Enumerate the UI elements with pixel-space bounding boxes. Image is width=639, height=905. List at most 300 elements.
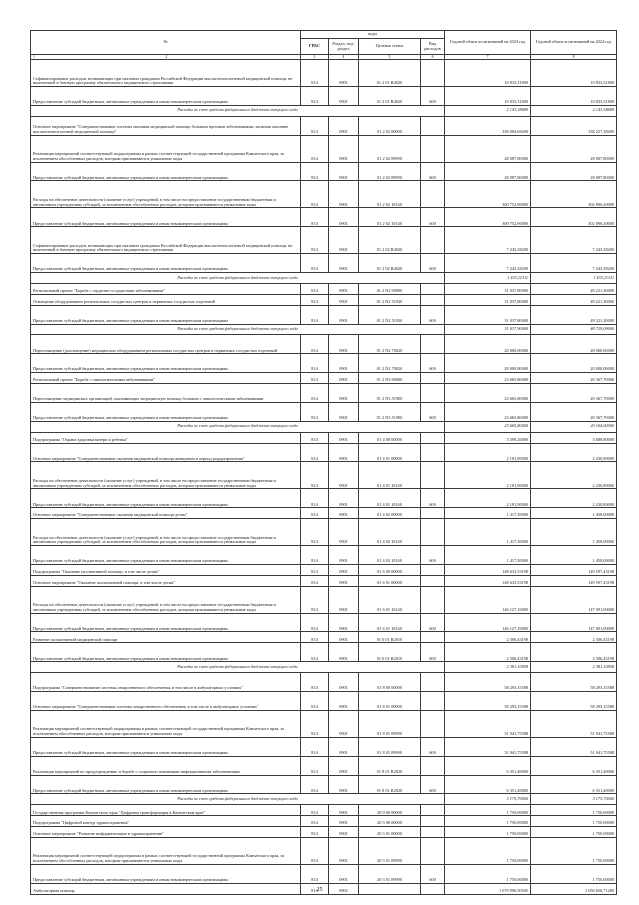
- expense-type-code: [421, 691, 445, 710]
- table-note-row: [31, 421, 617, 432]
- grbs-code: 814: [301, 384, 329, 403]
- expense-type-code: [421, 827, 445, 838]
- expense-type-code: [421, 373, 445, 384]
- table-body: [31, 55, 617, 895]
- amount-2023: 2 506,43198: [445, 632, 531, 643]
- amount-2024: 51 941,75588: [531, 710, 617, 737]
- expense-name: Основное мероприятие "Совершенствование системы оказания медицинской помощи больным прочими заболеваниями, включая оказание высокотехнологичной медицинской помощи": [31, 116, 301, 135]
- expense-name: Региональный проект "Борьба с сердечно-сосудистыми заболеваниями": [31, 283, 301, 294]
- target-article-code: 01 2 N3 51900: [359, 402, 421, 421]
- expense-type-code: 600: [421, 254, 445, 273]
- federal-budget-note: Расходы за счет средств федерального бюджета текущего года: [31, 794, 445, 805]
- expense-name: Расходы на обеспечение деятельности (оказание услуг) учреждений, в том числе на предоставление государственным бюджетным и автономным учреждениям субсидий, за исключением обособленных расходов, которым присваиваются уникальные коды: [31, 181, 301, 208]
- amount-2023: 6 351,40000: [445, 756, 531, 775]
- grbs-code: 814: [301, 508, 329, 519]
- column-index: 8: [531, 55, 617, 60]
- federal-budget-note: Расходы за счет средств федерального бюджета текущего года: [31, 105, 445, 116]
- table-row: [31, 227, 617, 254]
- target-article-code: 01 2 02 R4020: [359, 227, 421, 254]
- federal-budget-note: Расходы за счет средств федерального бюджета текущего года: [31, 273, 445, 284]
- grbs-code: 814: [301, 162, 329, 181]
- table-row: [31, 816, 617, 827]
- amount-2023: 300 752,90000: [445, 208, 531, 227]
- grbs-code: 814: [301, 737, 329, 756]
- amount-2024: 1 750,00000: [531, 837, 617, 864]
- grbs-code: 814: [301, 135, 329, 162]
- amount-2023: 1 417,30000: [445, 546, 531, 565]
- expense-type-code: [421, 632, 445, 643]
- amount-2023: 31 037,80000: [445, 283, 531, 294]
- expense-name: Основное мероприятие "Оказание паллиативной помощи, в том числе детям": [31, 575, 301, 586]
- amount-2024: 1 750,00000: [531, 816, 617, 827]
- table-row: [31, 208, 617, 227]
- target-article-code: 01 2 N3 00000: [359, 373, 421, 384]
- grbs-code: 814: [301, 673, 329, 692]
- table-row: [31, 805, 617, 816]
- table-row: [31, 294, 617, 305]
- section-code: 0901: [329, 737, 359, 756]
- table-row: [31, 710, 617, 737]
- amount-2024: 1 458,00000: [531, 519, 617, 546]
- target-article-code: 01 8 01 R2020: [359, 775, 421, 794]
- federal-budget-note: Расходы за счет средств федерального бюджета текущего года: [31, 324, 445, 335]
- amount-2023: 28 087,80000: [445, 162, 531, 181]
- section-code: 0901: [329, 710, 359, 737]
- grbs-code: 814: [301, 775, 329, 794]
- expense-name: Государственная программа Камчатского края "Цифровая трансформация в Камчатском крае": [31, 805, 301, 816]
- target-article-code: 01 2 01 R4020: [359, 86, 421, 105]
- expense-type-code: 600: [421, 162, 445, 181]
- grbs-code: 814: [301, 586, 329, 613]
- expense-type-code: [421, 443, 445, 462]
- expense-type-code: [421, 837, 445, 864]
- table-row: [31, 283, 617, 294]
- column-index: 4: [329, 55, 359, 60]
- amount-2023: 1 433,11311: [445, 273, 531, 284]
- section-code: 0901: [329, 181, 359, 208]
- amount-2023: 148 633,53198: [445, 564, 531, 575]
- amount-2024: 2 230,80000: [531, 489, 617, 508]
- grbs-code: 814: [301, 181, 329, 208]
- target-article-code: 01 6 01 10140: [359, 586, 421, 613]
- expense-type-code: [421, 462, 445, 489]
- grbs-code: 814: [301, 837, 329, 864]
- header-razdel: Раздел, под-раздел: [329, 39, 359, 55]
- expense-name: Реализация мероприятий по предупреждению и борьбе с социально значимыми инфекционными заболеваниями: [31, 756, 301, 775]
- grbs-code: 814: [301, 710, 329, 737]
- section-code: 0901: [329, 691, 359, 710]
- section-code: 0901: [329, 775, 359, 794]
- amount-2023: 51 941,75588: [445, 710, 531, 737]
- amount-2024: 20 367,70000: [531, 384, 617, 403]
- amount-2023: 23 665,80000: [445, 373, 531, 384]
- grbs-code: 814: [301, 691, 329, 710]
- expense-name: Переоснащение медицинских организаций, оказывающих медицинскую помощь больным с онкологическими заболеваниями: [31, 384, 301, 403]
- expense-name: Подпрограмма "Охрана здоровья матери и ребенка": [31, 432, 301, 443]
- section-code: 0901: [329, 805, 359, 816]
- expense-name: Предоставление субсидий бюджетным, автономным учреждениям и иным некоммерческим организациям: [31, 737, 301, 756]
- expense-name: Региональный проект "Борьба с онкологическими заболеваниями": [31, 373, 301, 384]
- section-code: 0901: [329, 816, 359, 827]
- expense-name: Основное мероприятие "Развитие информатизации в здравоохранении": [31, 827, 301, 838]
- amount-2024: 1 458,00000: [531, 508, 617, 519]
- grbs-code: 814: [301, 208, 329, 227]
- expense-type-code: [421, 116, 445, 135]
- amount-2024: 28 087,80000: [531, 162, 617, 181]
- table-row: [31, 373, 617, 384]
- table-note-row: [31, 105, 617, 116]
- section-code: 0901: [329, 135, 359, 162]
- grbs-code: 814: [301, 613, 329, 632]
- amount-2023: 31 037,90000: [445, 324, 531, 335]
- amount-2024: 302 896,20000: [531, 208, 617, 227]
- amount-2024: 20 367,70000: [531, 402, 617, 421]
- header-grbs: ГРБС: [301, 39, 329, 55]
- target-article-code: 01 6 01 10140: [359, 613, 421, 632]
- table-row: [31, 162, 617, 181]
- table-row: [31, 643, 617, 662]
- grbs-code: 814: [301, 805, 329, 816]
- amount-2023: 58 293,15588: [445, 673, 531, 692]
- target-article-code: 01 2 02 09990: [359, 135, 421, 162]
- table-row: [31, 462, 617, 489]
- expense-type-code: 600: [421, 864, 445, 883]
- table-row: [31, 354, 617, 373]
- section-code: 0901: [329, 86, 359, 105]
- table-row: [31, 691, 617, 710]
- grbs-code: 814: [301, 402, 329, 421]
- section-code: 0901: [329, 519, 359, 546]
- amount-2024: 147 091,00000: [531, 613, 617, 632]
- header-sum-2023: Годовой объем ассигнований на 2023 год: [445, 31, 531, 55]
- amount-2024: 6 351,40000: [531, 775, 617, 794]
- grbs-code: 814: [301, 489, 329, 508]
- target-article-code: 01 4 02 10140: [359, 519, 421, 546]
- target-article-code: 01 2 02 10140: [359, 181, 421, 208]
- amount-2024: 10 833,31800: [531, 60, 617, 87]
- amount-2023: 3 599,20000: [445, 432, 531, 443]
- table-row: [31, 827, 617, 838]
- target-article-code: 01 2 N3 51900: [359, 384, 421, 403]
- amount-2023: 2 381,10958: [445, 662, 531, 673]
- target-article-code: 20 3 01 09990: [359, 837, 421, 864]
- grbs-code: 814: [301, 335, 329, 354]
- federal-budget-note: Расходы за счет средств федерального бюджета текущего года: [31, 421, 445, 432]
- expense-name: Предоставление субсидий бюджетным, автономным учреждениям и иным некоммерческим организациям: [31, 254, 301, 273]
- table-row: [31, 402, 617, 421]
- target-article-code: 01 2 N2 51920: [359, 294, 421, 305]
- table-row: [31, 384, 617, 403]
- target-article-code: 20 3 01 00000: [359, 827, 421, 838]
- amount-2023: 23 665,80000: [445, 384, 531, 403]
- section-code: 0901: [329, 335, 359, 354]
- expense-name: Предоставление субсидий бюджетным, автономным учреждениям и иным некоммерческим организациям: [31, 86, 301, 105]
- grbs-code: 814: [301, 86, 329, 105]
- amount-2024: 1 750,00000: [531, 864, 617, 883]
- grbs-code: 814: [301, 643, 329, 662]
- amount-2023: 23 665,80000: [445, 421, 531, 432]
- amount-2024: 20 367,70000: [531, 373, 617, 384]
- section-code: 0901: [329, 643, 359, 662]
- amount-2023: 1 750,00000: [445, 864, 531, 883]
- page-number: 25: [316, 887, 323, 893]
- amount-2023: 2 181,90000: [445, 489, 531, 508]
- table-row: [31, 489, 617, 508]
- grbs-code: 814: [301, 373, 329, 384]
- expense-name: Реализация мероприятий соответствующей подпрограммы в рамках соответствующей государственной программы Камчатского края, за исключением обособленных расходов, которым присваиваются уникальные коды: [31, 837, 301, 864]
- expense-type-code: [421, 384, 445, 403]
- grbs-code: 814: [301, 305, 329, 324]
- expense-name: Переоснащение (дооснащение) медицинских оборудованием региональных сосудистых центров и первичных сосудистых отделений: [31, 335, 301, 354]
- expense-name: Расходы на обеспечение деятельности (оказание услуг) учреждений, в том числе на предоставление государственным бюджетным и автономным учреждениям субсидий, за исключением обособленных расходов, которым присваиваются уникальные коды: [31, 462, 301, 489]
- expense-name: Реализация мероприятий соответствующей подпрограммы в рамках соответствующей государственной программы Камчатского края, за исключением обособленных расходов, которым присваиваются уникальные коды: [31, 135, 301, 162]
- amount-2024: 149 597,43198: [531, 575, 617, 586]
- grbs-code: 814: [301, 632, 329, 643]
- expense-type-code: 600: [421, 643, 445, 662]
- expense-type-code: [421, 335, 445, 354]
- section-code: 0901: [329, 564, 359, 575]
- table-row: [31, 60, 617, 87]
- grbs-code: 814: [301, 883, 329, 894]
- amount-2023: 58 293,15588: [445, 691, 531, 710]
- expense-type-code: [421, 283, 445, 294]
- target-article-code: 01 6 01 00000: [359, 575, 421, 586]
- amount-2023: 300 752,90000: [445, 181, 531, 208]
- expense-name: Софинансирование расходов, возникающих при оказании гражданам Российской Федерации высокотехнологичной медицинской помощи, не включенной в базовую программу обязательного медицинского страхования: [31, 60, 301, 87]
- expense-type-code: [421, 673, 445, 692]
- expense-type-code: [421, 575, 445, 586]
- target-article-code: 01 4 02 10140: [359, 546, 421, 565]
- amount-2024: 1 750,00000: [531, 805, 617, 816]
- expense-name: Софинансирование расходов, возникающих при оказании гражданам Российской Федерации высокотехнологичной медицинской помощи, не включенной в базовую программу обязательного медицинского страхования: [31, 227, 301, 254]
- expense-name: Оснащение оборудованием региональных сосудистых центров и первичных сосудистых отделений: [31, 294, 301, 305]
- amount-2024: 149 597,43198: [531, 564, 617, 575]
- target-article-code: 01 2 N2 70020: [359, 335, 421, 354]
- table-row: [31, 613, 617, 632]
- target-article-code: 01 6 00 00000: [359, 564, 421, 575]
- grbs-code: 814: [301, 116, 329, 135]
- amount-2024: 2 230,80000: [531, 462, 617, 489]
- expense-name: Амбулаторная помощь: [31, 883, 301, 894]
- section-code: 0901: [329, 837, 359, 864]
- header-codes: коды: [301, 31, 445, 39]
- expense-name: Подпрограмма "Цифровой контур здравоохранения": [31, 816, 301, 827]
- expense-type-code: 600: [421, 737, 445, 756]
- table-row: [31, 135, 617, 162]
- section-code: 0901: [329, 632, 359, 643]
- expense-type-code: [421, 816, 445, 827]
- amount-2023: 1 750,00000: [445, 837, 531, 864]
- expense-type-code: [421, 805, 445, 816]
- expense-name: Расходы на обеспечение деятельности (оказание услуг) учреждений, в том числе на предоставление государственным бюджетным и автономным учреждениям субсидий, за исключением обособленных расходов, которым присваиваются уникальные коды: [31, 519, 301, 546]
- amount-2024: 1 433,11311: [531, 273, 617, 284]
- expense-name: Предоставление субсидий бюджетным, автономным учреждениям и иным некоммерческим организациям: [31, 864, 301, 883]
- grbs-code: 814: [301, 443, 329, 462]
- section-code: 0901: [329, 827, 359, 838]
- amount-2024: 338 227,38200: [531, 116, 617, 135]
- budget-table: [30, 30, 617, 895]
- expense-type-code: [421, 586, 445, 613]
- target-article-code: 01 4 01 10140: [359, 489, 421, 508]
- table-row: [31, 864, 617, 883]
- table-row: [31, 546, 617, 565]
- grbs-code: 814: [301, 254, 329, 273]
- expense-type-code: [421, 519, 445, 546]
- target-article-code: 01 4 02 00000: [359, 508, 421, 519]
- section-code: 0901: [329, 373, 359, 384]
- amount-2024: 2 230,80000: [531, 443, 617, 462]
- amount-2024: 28 087,80000: [531, 135, 617, 162]
- target-article-code: 01 2 02 10140: [359, 208, 421, 227]
- target-article-code: 20 0 00 00000: [359, 805, 421, 816]
- amount-2023: 23 665,80000: [445, 402, 531, 421]
- section-code: 0901: [329, 864, 359, 883]
- column-index: 1 2: [31, 55, 301, 60]
- table-note-row: [31, 794, 617, 805]
- target-article-code: 01 2 01 R4020: [359, 60, 421, 87]
- section-code: 0901: [329, 208, 359, 227]
- amount-2024: 48 729,09000: [531, 324, 617, 335]
- target-article-code: 01 8 01 R2020: [359, 756, 421, 775]
- expense-type-code: [421, 135, 445, 162]
- grbs-code: 814: [301, 294, 329, 305]
- expense-type-code: [421, 508, 445, 519]
- section-code: 0901: [329, 384, 359, 403]
- header-sum-2024: Годовой объем ассигнований на 2024 год: [531, 31, 617, 55]
- expense-type-code: [421, 60, 445, 87]
- expense-name: Предоставление субсидий бюджетным, автономным учреждениям и иным некоммерческим организациям: [31, 643, 301, 662]
- expense-name: Предоставление субсидий бюджетным, автономным учреждениям и иным некоммерческим организациям: [31, 489, 301, 508]
- target-article-code: 01 6 01 R2010: [359, 632, 421, 643]
- table-row: [31, 519, 617, 546]
- amount-2024: 49 221,30000: [531, 283, 617, 294]
- amount-2024: 3 175,70000: [531, 794, 617, 805]
- section-code: 0901: [329, 305, 359, 324]
- table-row: [31, 116, 617, 135]
- amount-2024: 51 941,75588: [531, 737, 617, 756]
- amount-2023: 2 181,90000: [445, 443, 531, 462]
- table-note-row: [31, 662, 617, 673]
- section-code: 0901: [329, 402, 359, 421]
- expense-name: Основное мероприятие "Совершенствование оказания медицинской помощи детям": [31, 508, 301, 519]
- header-target-article: Целевая статья: [359, 39, 421, 55]
- expense-type-code: 600: [421, 305, 445, 324]
- section-code: 0901: [329, 546, 359, 565]
- section-code: 0901: [329, 227, 359, 254]
- section-code: 0902: [329, 883, 359, 894]
- grbs-code: 814: [301, 816, 329, 827]
- grbs-code: 814: [301, 354, 329, 373]
- expense-name: Предоставление субсидий бюджетным, автономным учреждениям и иным некоммерческим организациям: [31, 613, 301, 632]
- expense-name: Предоставление субсидий бюджетным, автономным учреждениям и иным некоммерческим организациям: [31, 208, 301, 227]
- expense-name: Предоставление субсидий бюджетным, автономным учреждениям и иным некоммерческим организациям: [31, 402, 301, 421]
- section-code: 0901: [329, 443, 359, 462]
- expense-name: Реализация мероприятий соответствующей подпрограммы в рамках соответствующей государственной программы Камчатского края, за исключением обособленных расходов, которым присваиваются уникальные коды: [31, 710, 301, 737]
- grbs-code: 814: [301, 462, 329, 489]
- amount-2023: 28 087,80000: [445, 135, 531, 162]
- grbs-code: 814: [301, 827, 329, 838]
- amount-2024: 7 243,38200: [531, 227, 617, 254]
- column-index: 3: [301, 55, 329, 60]
- amount-2023: 1 750,00000: [445, 827, 531, 838]
- section-code: 0901: [329, 575, 359, 586]
- expense-type-code: [421, 181, 445, 208]
- target-article-code: 01 2 N2 51920: [359, 305, 421, 324]
- expense-type-code: [421, 710, 445, 737]
- amount-2023: 148 633,53198: [445, 575, 531, 586]
- amount-2023: 31 037,80000: [445, 294, 531, 305]
- amount-2023: 146 127,10000: [445, 613, 531, 632]
- grbs-code: 814: [301, 283, 329, 294]
- federal-budget-note: Расходы за счет средств федерального бюджета текущего года: [31, 662, 445, 673]
- expense-type-code: 600: [421, 546, 445, 565]
- expense-type-code: 600: [421, 402, 445, 421]
- target-article-code: 01 2 N2 70020: [359, 354, 421, 373]
- amount-2023: 1 417,30000: [445, 508, 531, 519]
- table-row: [31, 575, 617, 586]
- table-row: [31, 737, 617, 756]
- expense-type-code: [421, 227, 445, 254]
- grbs-code: 814: [301, 60, 329, 87]
- table-row: [31, 86, 617, 105]
- amount-2024: 58 293,15588: [531, 691, 617, 710]
- column-index: 7: [445, 55, 531, 60]
- section-code: 0901: [329, 162, 359, 181]
- amount-2024: 302 896,20000: [531, 181, 617, 208]
- expense-name: Расходы на обеспечение деятельности (оказание услуг) учреждений, в том числе на предоставление государственным бюджетным и автономным учреждениям субсидий, за исключением обособленных расходов, которым присваиваются уникальные коды: [31, 586, 301, 613]
- expense-name: Предоставление субсидий бюджетным, автономным учреждениям и иным некоммерческим организациям: [31, 305, 301, 324]
- section-code: 0901: [329, 613, 359, 632]
- expense-type-code: 600: [421, 86, 445, 105]
- table-row: [31, 775, 617, 794]
- table-row: [31, 564, 617, 575]
- table-note-row: [31, 324, 617, 335]
- expense-name: Предоставление субсидий бюджетным, автономным учреждениям и иным некоммерческим организациям: [31, 546, 301, 565]
- amount-2024: 20 164,00000: [531, 421, 617, 432]
- table-row: [31, 443, 617, 462]
- amount-2024: 147 091,00000: [531, 586, 617, 613]
- expense-type-code: 600: [421, 613, 445, 632]
- amount-2023: 3 175,70000: [445, 794, 531, 805]
- amount-2023: 51 941,75588: [445, 737, 531, 756]
- expense-type-code: [421, 294, 445, 305]
- amount-2023: 2 181,90000: [445, 462, 531, 489]
- section-code: 0901: [329, 254, 359, 273]
- target-article-code: 01 8 01 09990: [359, 737, 421, 756]
- amount-2023: 146 127,10000: [445, 586, 531, 613]
- expense-name: Предоставление субсидий бюджетным, автономным учреждениям и иным некоммерческим организациям: [31, 775, 301, 794]
- table-row: [31, 335, 617, 354]
- amount-2023: 10 833,31800: [445, 86, 531, 105]
- amount-2023: 1 750,00000: [445, 816, 531, 827]
- table-row: [31, 586, 617, 613]
- amount-2024: 1 750,00000: [531, 827, 617, 838]
- grbs-code: 814: [301, 564, 329, 575]
- section-code: 0901: [329, 508, 359, 519]
- amount-2024: 7 243,38200: [531, 254, 617, 273]
- expense-type-code: 600: [421, 208, 445, 227]
- grbs-code: 814: [301, 756, 329, 775]
- target-article-code: 01 8 01 00000: [359, 691, 421, 710]
- target-article-code: 01 6 01 R2010: [359, 643, 421, 662]
- table-row: [31, 756, 617, 775]
- amount-2023: 1 750,00000: [445, 805, 531, 816]
- target-article-code: 01 8 00 00000: [359, 673, 421, 692]
- target-article-code: 01 4 00 00000: [359, 432, 421, 443]
- expense-type-code: [421, 756, 445, 775]
- target-article-code: 01 2 02 R4020: [359, 254, 421, 273]
- section-code: 0901: [329, 116, 359, 135]
